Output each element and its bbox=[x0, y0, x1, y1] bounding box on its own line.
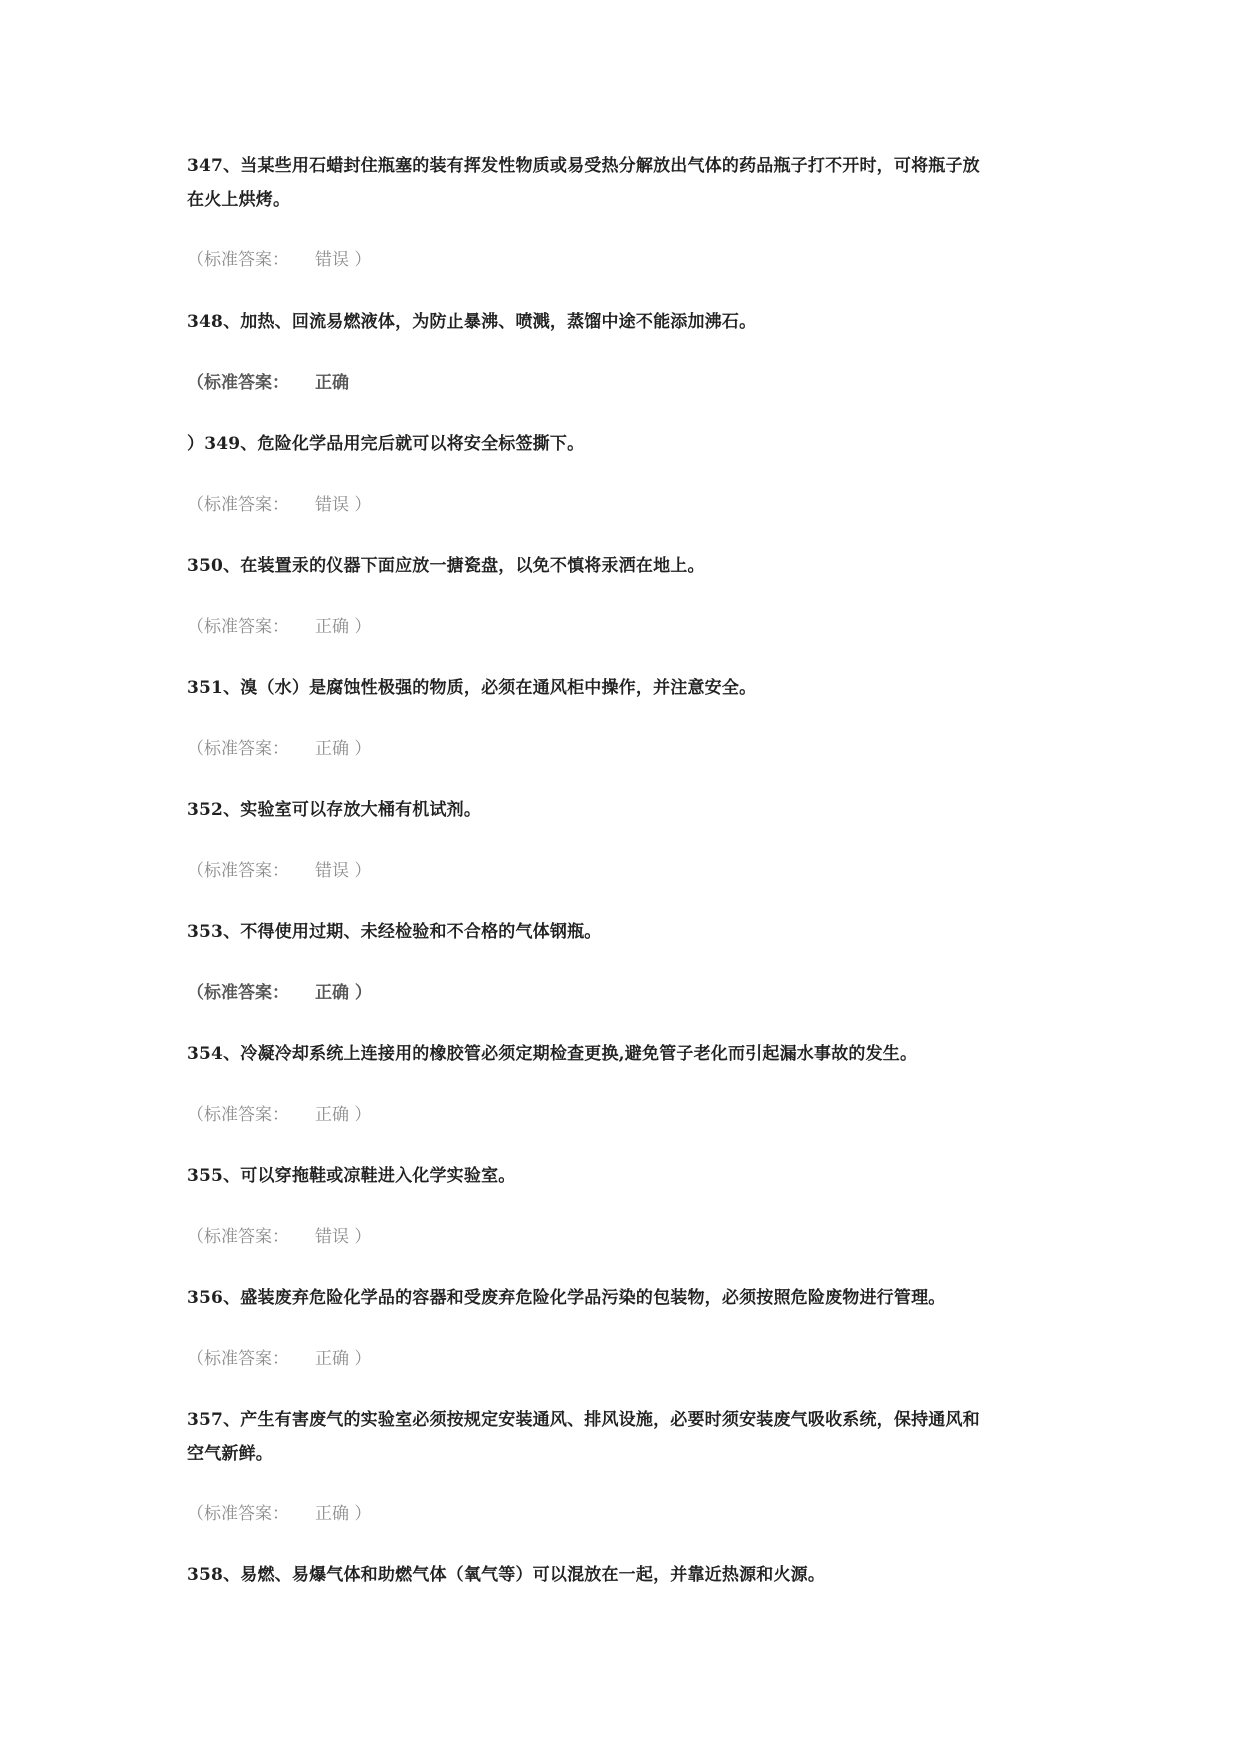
question-352: 352、实验室可以存放大桶有机试剂。 bbox=[187, 800, 482, 820]
answer-suffix: ） bbox=[354, 617, 372, 637]
question-350: 350、在装置汞的仪器下面应放一搪瓷盘，以免不慎将汞洒在地上。 bbox=[187, 556, 705, 576]
answer-value: 正确 bbox=[315, 373, 349, 393]
answer-prefix: （标准答案： bbox=[187, 983, 289, 1003]
question-347-line-2: 在火上烘烤。 bbox=[187, 190, 291, 210]
answer-354 bbox=[187, 1105, 371, 1125]
answer-prefix: （标准答案： bbox=[187, 861, 289, 881]
answer-value: 正确 bbox=[315, 1504, 349, 1524]
answer-value: 错误 bbox=[315, 1227, 349, 1247]
question-347-line-1: 347、当某些用石蜡封住瓶塞的装有挥发性物质或易受热分解放出气体的药品瓶子打不开时，可将瓶子放 bbox=[187, 156, 980, 176]
question-358: 358、易燃、易爆气体和助燃气体（氧气等）可以混放在一起，并靠近热源和火源。 bbox=[187, 1565, 826, 1585]
question-351: 351、溴（水）是腐蚀性极强的物质，必须在通风柜中操作，并注意安全。 bbox=[187, 678, 757, 698]
answer-355 bbox=[187, 1227, 371, 1247]
answer-value: 错误 bbox=[315, 250, 349, 270]
question-357-line-1: 357、产生有害废气的实验室必须按规定安装通风、排风设施，必要时须安装废气吸收系统，保持通风和 bbox=[187, 1410, 980, 1430]
answer-prefix: （标准答案： bbox=[187, 1504, 289, 1524]
answer-suffix: ） bbox=[354, 983, 372, 1003]
answer-value: 正确 bbox=[315, 739, 349, 759]
answer-348 bbox=[187, 373, 349, 393]
answer-prefix: （标准答案： bbox=[187, 250, 289, 270]
answer-suffix: ） bbox=[354, 495, 372, 515]
answer-value: 错误 bbox=[315, 861, 349, 881]
answer-357 bbox=[187, 1504, 371, 1524]
answer-prefix: （标准答案： bbox=[187, 1349, 289, 1369]
question-353: 353、不得使用过期、未经检验和不合格的气体钢瓶。 bbox=[187, 922, 602, 942]
answer-suffix: ） bbox=[354, 1227, 372, 1247]
answer-suffix: ） bbox=[354, 1504, 372, 1524]
answer-prefix: （标准答案： bbox=[187, 1227, 289, 1247]
answer-prefix: （标准答案： bbox=[187, 739, 289, 759]
answer-value: 正确 bbox=[315, 983, 349, 1003]
question-355: 355、可以穿拖鞋或凉鞋进入化学实验室。 bbox=[187, 1166, 516, 1186]
answer-prefix: （标准答案： bbox=[187, 1105, 289, 1125]
question-357-line-2: 空气新鲜。 bbox=[187, 1444, 273, 1464]
answer-356 bbox=[187, 1349, 371, 1369]
answer-prefix: （标准答案： bbox=[187, 495, 289, 515]
answer-prefix: （标准答案： bbox=[187, 617, 289, 637]
answer-347 bbox=[187, 250, 371, 270]
answer-353 bbox=[187, 983, 372, 1003]
answer-349 bbox=[187, 495, 371, 515]
answer-suffix: ） bbox=[354, 861, 372, 881]
answer-suffix: ） bbox=[354, 250, 372, 270]
answer-value: 正确 bbox=[315, 617, 349, 637]
question-349: ）349、危险化学品用完后就可以将安全标签撕下。 bbox=[187, 434, 585, 454]
answer-suffix: ） bbox=[354, 739, 372, 759]
answer-351 bbox=[187, 739, 371, 759]
answer-350 bbox=[187, 617, 371, 637]
answer-value: 正确 bbox=[315, 1105, 349, 1125]
question-354: 354、冷凝冷却系统上连接用的橡胶管必须定期检查更换,避免管子老化而引起漏水事故的发生。 bbox=[187, 1044, 918, 1064]
answer-value: 正确 bbox=[315, 1349, 349, 1369]
question-348: 348、加热、回流易燃液体，为防止暴沸、喷溅，蒸馏中途不能添加沸石。 bbox=[187, 312, 757, 332]
answer-suffix: ） bbox=[354, 1349, 372, 1369]
answer-prefix: （标准答案： bbox=[187, 373, 289, 393]
answer-352 bbox=[187, 861, 371, 881]
answer-suffix: ） bbox=[354, 1105, 372, 1125]
answer-value: 错误 bbox=[315, 495, 349, 515]
question-356: 356、盛装废弃危险化学品的容器和受废弃危险化学品污染的包装物，必须按照危险废物进行管理。 bbox=[187, 1288, 946, 1308]
